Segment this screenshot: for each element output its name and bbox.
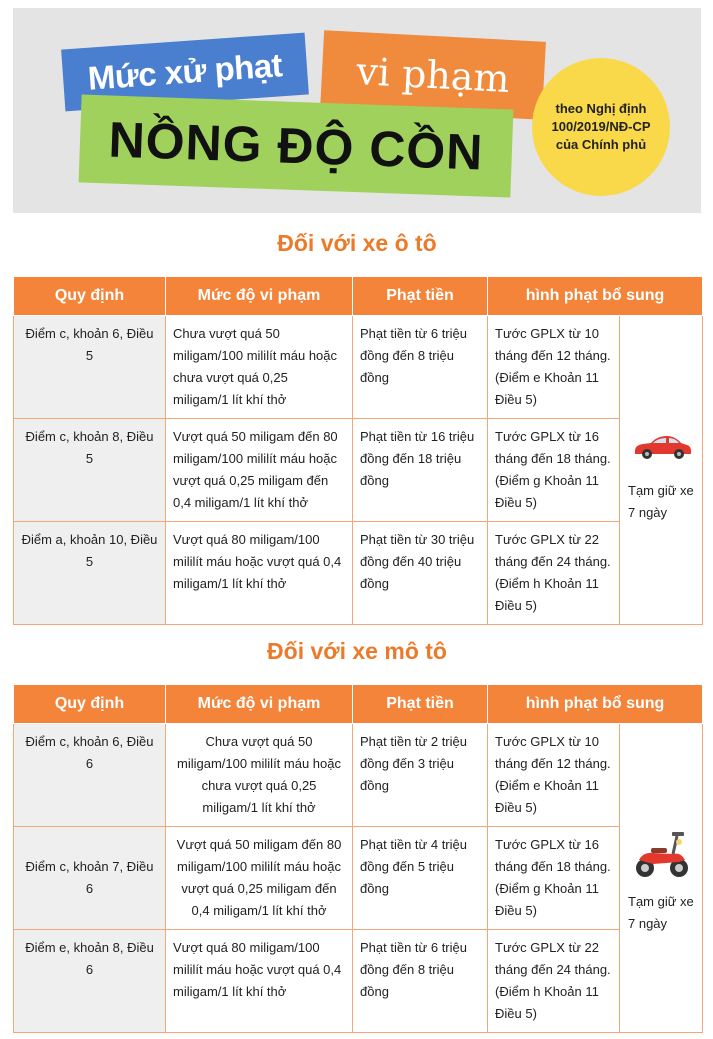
table-header-row bbox=[14, 685, 703, 724]
extra-penalty-text: Tạm giữ xe 7 ngày bbox=[628, 894, 694, 931]
source-line-3: của Chính phủ bbox=[555, 137, 647, 152]
cell-rule: Điểm c, khoản 6, Điều 5 bbox=[14, 316, 166, 419]
cell-license: Tước GPLX từ 22 tháng đến 24 tháng. (Điểm h Khoản 11 Điều 5) bbox=[488, 522, 620, 625]
table-header-row bbox=[14, 277, 703, 316]
cell-license: Tước GPLX từ 10 tháng đến 12 tháng. (Điểm e Khoản 11 Điều 5) bbox=[488, 724, 620, 827]
table-row bbox=[14, 827, 703, 930]
cell-fine: Phạt tiền từ 16 triệu đồng đến 18 triệu đồng bbox=[353, 419, 488, 522]
cell-rule: Điểm c, khoản 8, Điều 5 bbox=[14, 419, 166, 522]
cell-license: Tước GPLX từ 22 tháng đến 24 tháng. (Điểm h Khoản 11 Điều 5) bbox=[488, 930, 620, 1033]
cell-fine: Phạt tiền từ 6 triệu đồng đến 8 triệu đồng bbox=[353, 316, 488, 419]
table-row bbox=[14, 419, 703, 522]
car-penalty-table bbox=[13, 276, 703, 625]
table-row bbox=[14, 316, 703, 419]
cell-fine: Phạt tiền từ 4 triệu đồng đến 5 triệu đồng bbox=[353, 827, 488, 930]
title-part-2: vi phạm bbox=[320, 30, 546, 120]
source-line-1: theo Nghị định bbox=[555, 101, 647, 116]
cell-license: Tước GPLX từ 16 tháng đến 18 tháng. (Điểm g Khoản 11 Điều 5) bbox=[488, 827, 620, 930]
cell-level: Vượt quá 50 miligam đến 80 miligam/100 mililít máu hoặc vượt quá 0,25 miligam đến 0,4 miligam/1 lít khí thở bbox=[166, 827, 353, 930]
cell-level: Vượt quá 80 miligam/100 mililít máu hoặc vượt quá 0,4 miligam/1 lít khí thở bbox=[166, 522, 353, 625]
cell-rule: Điểm a, khoản 10, Điều 5 bbox=[14, 522, 166, 625]
col-header-extra: hình phạt bổ sung bbox=[488, 277, 703, 316]
cell-fine: Phạt tiền từ 2 triệu đồng đến 3 triệu đồng bbox=[353, 724, 488, 827]
cell-rule: Điểm c, khoản 7, Điều 6 bbox=[14, 827, 166, 930]
cell-fine: Phạt tiền từ 30 triệu đồng đến 40 triệu đồng bbox=[353, 522, 488, 625]
title-part-1: Mức xử phạt bbox=[61, 33, 309, 112]
col-header-rule: Quy định bbox=[14, 277, 166, 316]
moto-penalty-table bbox=[13, 684, 703, 1033]
col-header-fine: Phạt tiền bbox=[353, 277, 488, 316]
col-header-level: Mức độ vi phạm bbox=[166, 277, 353, 316]
cell-level: Vượt quá 80 miligam/100 mililít máu hoặc vượt quá 0,4 miligam/1 lít khí thở bbox=[166, 930, 353, 1033]
cell-license: Tước GPLX từ 16 tháng đến 18 tháng. (Điểm g Khoản 11 Điều 5) bbox=[488, 419, 620, 522]
cell-rule: Điểm e, khoản 8, Điều 6 bbox=[14, 930, 166, 1033]
car-section-title: Đối với xe ô tô bbox=[277, 230, 437, 256]
table-row bbox=[14, 522, 703, 625]
table-row bbox=[14, 930, 703, 1033]
col-header-rule: Quy định bbox=[14, 685, 166, 724]
cell-rule: Điểm c, khoản 6, Điều 6 bbox=[14, 724, 166, 827]
col-header-level: Mức độ vi phạm bbox=[166, 685, 353, 724]
cell-level: Chưa vượt quá 50 miligam/100 mililít máu hoặc chưa vượt quá 0,25 miligam/1 lít khí thở bbox=[166, 316, 353, 419]
cell-extra bbox=[620, 316, 703, 625]
source-line-2: 100/2019/NĐ-CP bbox=[551, 119, 651, 134]
cell-license: Tước GPLX từ 10 tháng đến 12 tháng. (Điểm e Khoản 11 Điều 5) bbox=[488, 316, 620, 419]
cell-level: Chưa vượt quá 50 miligam/100 mililít máu hoặc chưa vượt quá 0,25 miligam/1 lít khí thở bbox=[166, 724, 353, 827]
motorbike-icon bbox=[628, 821, 695, 887]
source-badge bbox=[532, 58, 670, 196]
car-icon bbox=[628, 416, 695, 476]
moto-section-title: Đối với xe mô tô bbox=[267, 638, 447, 664]
cell-level: Vượt quá 50 miligam đến 80 miligam/100 mililít máu hoặc vượt quá 0,25 miligam đến 0,4 miligam/1 lít khí thở bbox=[166, 419, 353, 522]
col-header-extra: hình phạt bổ sung bbox=[488, 685, 703, 724]
cell-extra bbox=[620, 724, 703, 1033]
title-part-3: NỒNG ĐỘ CỒN bbox=[79, 94, 514, 197]
extra-penalty-text: Tạm giữ xe 7 ngày bbox=[628, 483, 694, 520]
col-header-fine: Phạt tiền bbox=[353, 685, 488, 724]
table-row bbox=[14, 724, 703, 827]
cell-fine: Phạt tiền từ 6 triệu đồng đến 8 triệu đồng bbox=[353, 930, 488, 1033]
